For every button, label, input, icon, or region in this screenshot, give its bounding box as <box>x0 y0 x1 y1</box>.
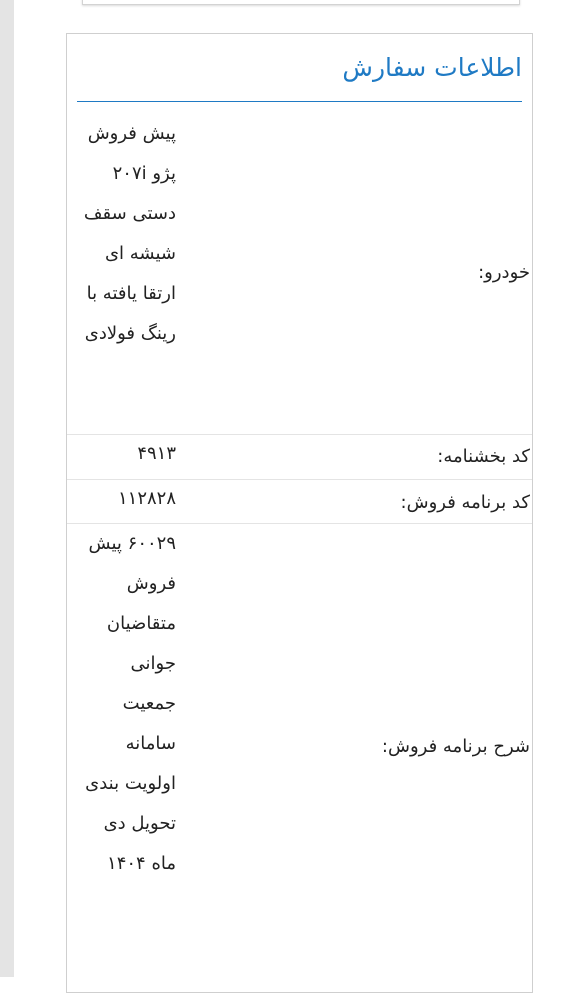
panel-title: اطلاعات سفارش <box>342 53 522 82</box>
row-dealership-code <box>67 434 532 479</box>
sales-program-code-label: کد برنامه فروش: <box>400 492 530 513</box>
row-sales-program-code <box>67 479 532 524</box>
sales-program-description-value: ۶۰۰۲۹ پیش فروش متقاضیان جوانی جمعیت سامانه اولویت بندی تحویل دی ماه ۱۴۰۴ <box>85 533 176 874</box>
sales-program-description-label: شرح برنامه فروش: <box>381 736 530 757</box>
left-edge <box>0 0 14 977</box>
dealership-code-value: ۴۹۱۳ <box>137 443 176 464</box>
previous-card-edge <box>82 0 520 5</box>
dealership-code-label: کد بخشنامه: <box>437 446 530 467</box>
title-divider <box>77 101 522 102</box>
order-info-panel <box>66 33 533 993</box>
row-car <box>67 114 532 433</box>
car-value: پیش فروش پژو ۲۰۷i دستی سقف شیشه ای ارتقا یافته با رینگ فولادی <box>83 123 176 344</box>
row-sales-program-description <box>67 523 532 969</box>
sales-program-code-value: ۱۱۲۸۲۸ <box>117 488 176 509</box>
car-label: خودرو: <box>478 262 530 283</box>
